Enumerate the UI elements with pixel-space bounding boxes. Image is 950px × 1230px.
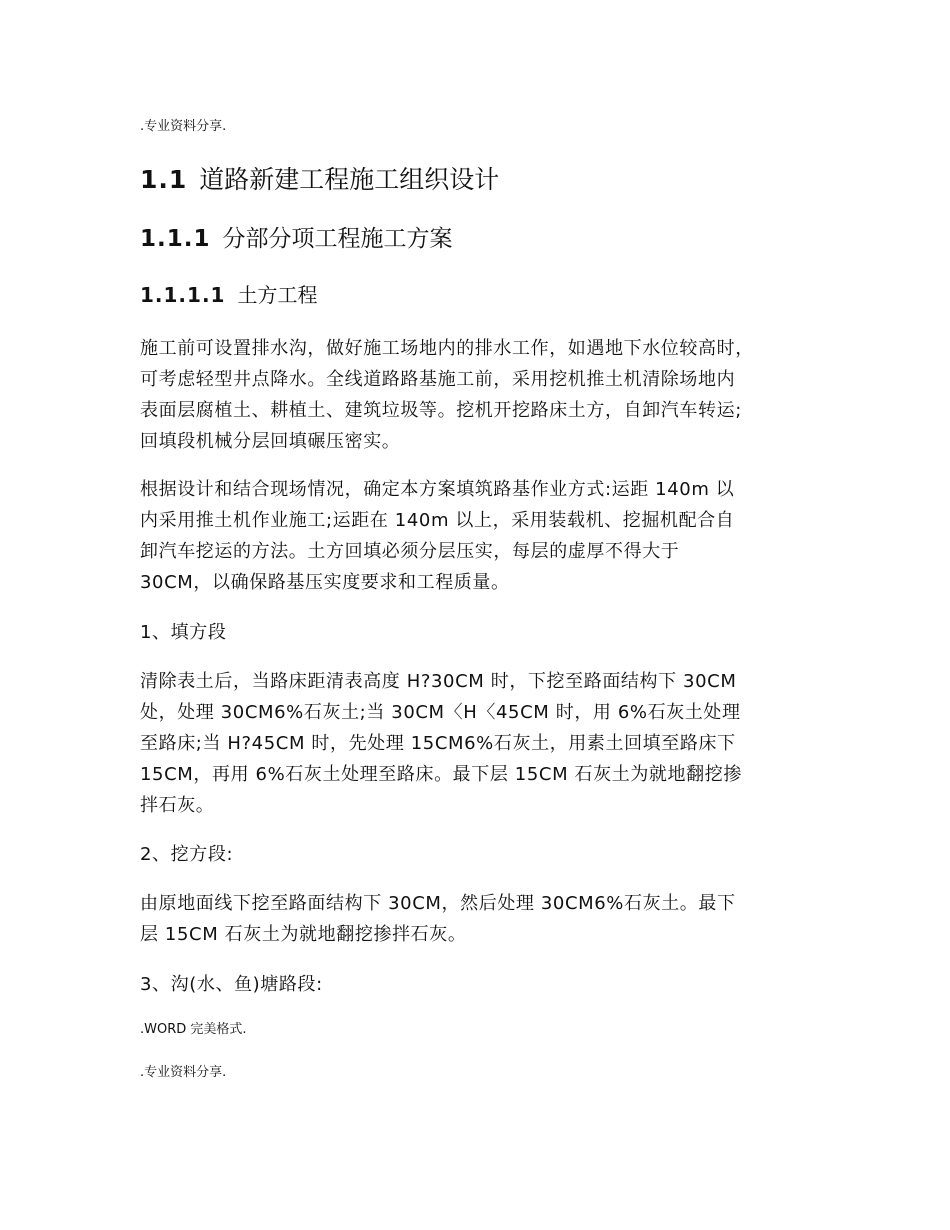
heading-3-title: 土方工程 <box>237 283 318 307</box>
paragraph-line: 30CM，以确保路基压实度要求和工程质量。 <box>140 572 510 593</box>
heading-2 <box>140 223 453 255</box>
section-1-title: 1、填方段 <box>140 622 227 643</box>
heading-1-title: 道路新建工程施工组织设计 <box>199 165 500 194</box>
paragraph-line: 可考虑轻型井点降水。全线道路路基施工前，采用挖机推土机清除场地内 <box>140 369 736 390</box>
paragraph-line: 施工前可设置排水沟，做好施工场地内的排水工作，如遇地下水位较高时， <box>140 338 754 359</box>
paragraph-line: 表面层腐植土、耕植土、建筑垃圾等。挖机开挖路床土方，自卸汽车转运; <box>140 400 742 421</box>
section-2-title: 2、挖方段: <box>140 844 234 865</box>
paragraph-2 <box>140 474 734 598</box>
paragraph-line: 回填段机械分层回填碾压密实。 <box>140 431 401 452</box>
paragraph-line: 卸汽车挖运的方法。土方回填必须分层压实，每层的虚厚不得大于 <box>140 541 680 562</box>
paragraph-line: 15CM，再用 6%石灰土处理至路床。最下层 15CM 石灰土为就地翻挖掺 <box>140 764 742 785</box>
header-note: .专业资料分享. <box>140 119 227 134</box>
paragraph-line: 处，处理 30CM6%石灰土;当 30CM〈H〈45CM 时，用 6%石灰土处理 <box>140 702 741 723</box>
paragraph-1 <box>140 333 754 457</box>
paragraph-line: 由原地面线下挖至路面结构下 30CM，然后处理 30CM6%石灰土。最下 <box>140 893 736 914</box>
paragraph-line: 根据设计和结合现场情况，确定本方案填筑路基作业方式:运距 140m 以 <box>140 479 735 500</box>
heading-3-number: 1.1.1.1 <box>140 283 226 307</box>
heading-1-number: 1.1 <box>140 165 188 194</box>
paragraph-3 <box>140 666 742 821</box>
heading-3 <box>140 281 317 309</box>
footer-note: .WORD 完美格式. <box>140 1022 247 1037</box>
paragraph-4 <box>140 888 736 950</box>
paragraph-line: 拌石灰。 <box>140 795 215 816</box>
paragraph-line: 至路床;当 H?45CM 时，先处理 15CM6%石灰土，用素土回填至路床下 <box>140 733 736 754</box>
paragraph-line: 层 15CM 石灰土为就地翻挖掺拌石灰。 <box>140 924 467 945</box>
heading-2-title: 分部分项工程施工方案 <box>222 226 453 252</box>
section-3-title: 3、沟(水、鱼)塘路段: <box>140 974 323 995</box>
heading-2-number: 1.1.1 <box>140 226 211 252</box>
heading-1 <box>140 163 499 197</box>
paragraph-line: 内采用推土机作业施工;运距在 140m 以上，采用装载机、挖掘机配合自 <box>140 510 735 531</box>
next-page-header-note: .专业资料分享. <box>140 1065 227 1080</box>
paragraph-line: 清除表土后，当路床距清表高度 H?30CM 时，下挖至路面结构下 30CM <box>140 671 737 692</box>
